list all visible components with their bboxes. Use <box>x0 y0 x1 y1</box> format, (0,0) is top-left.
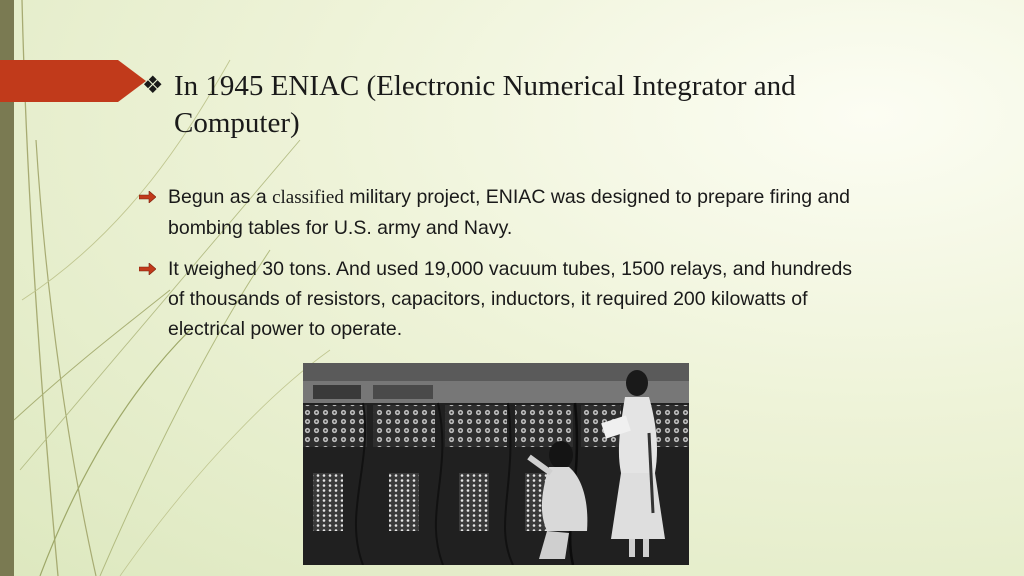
bullet-point-2 <box>139 254 859 344</box>
point-1-prefix: Begun as a <box>168 186 273 208</box>
slide-title <box>142 68 862 142</box>
eniac-photo <box>303 363 689 565</box>
bullet-point-1 <box>139 182 859 243</box>
title-marker <box>0 60 146 102</box>
bullet-point-1-text <box>168 182 859 243</box>
arrow-right-icon <box>139 254 168 344</box>
title-text: In 1945 ENIAC (Electronic Numerical Integrator and Computer) <box>174 70 796 139</box>
arrow-right-icon <box>139 182 168 243</box>
bullet-point-2-text: It weighed 30 tons. And used 19,000 vacuum tubes, 1500 relays, and hundreds of thousands of resistors, capacitors, inductors, it required 200 kilowatts of electrical power to operate. <box>168 258 853 340</box>
point-1-suffix: military project, ENIAC was designed to prepare firing and bombing tables for U.S. army and Navy. <box>168 186 851 239</box>
title-bullet: ❖ <box>142 73 164 99</box>
point-1-highlight: classified <box>272 187 344 208</box>
